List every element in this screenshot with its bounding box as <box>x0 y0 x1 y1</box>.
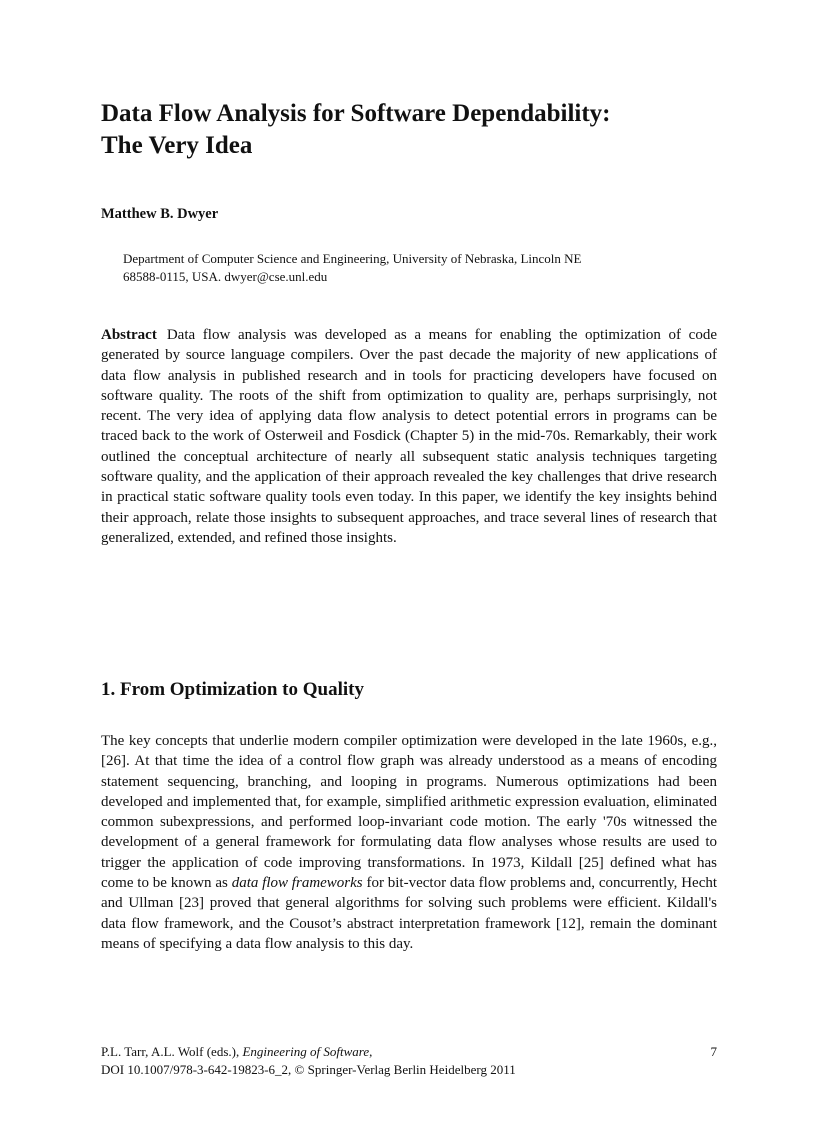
page-number: 7 <box>710 1044 717 1059</box>
section-1-paragraph <box>101 731 717 954</box>
page-footer <box>101 1043 717 1079</box>
footer-book-title: Engineering of Software <box>242 1044 370 1059</box>
abstract-text: Data flow analysis was developed as a means for enabling the optimization of code generated by source language compilers. Over the past decade the majority of new applications of data flow analysis in published research and in tools for practicing developers have focused on software quality. The roots of the shift from optimization to quality are, perhaps surprisingly, not recent. The very idea of applying data flow analysis to detect potential errors in programs can be traced back to the work of Osterweil and Fosdick (Chapter 5) in the mid-70s. Remarkably, their work outlined the conceptual architecture of nearly all subsequent static analysis techniques targeting software quality, and the application of their approach revealed the key challenges that drive research in practical static software quality tools even today. In this paper, we identify the key insights behind their approach, relate those insights to subsequent approaches, and trace several lines of research that generalized, extended, and refined those insights. <box>101 327 717 546</box>
paper-title-line-2: The Very Idea <box>101 132 253 159</box>
emphasized-term: data flow frameworks <box>231 875 363 892</box>
paper-title <box>101 98 741 162</box>
abstract-paragraph <box>101 325 717 548</box>
affiliation-line-2: 68588-0115, USA. dwyer@cse.unl.edu <box>123 269 328 284</box>
section-heading: 1. From Optimization to Quality <box>101 679 364 700</box>
footer-doi-line: DOI 10.1007/978-3-642-19823-6_2, © Springer-Verlag Berlin Heidelberg 2011 <box>101 1062 516 1077</box>
paragraph-text-part-1: The key concepts that underlie modern compiler optimization were developed in the late 1960s, e.g., [26]. At that time the idea of a control flow graph was already understood as a means of encoding statement sequencing, branching, and looping in programs. Numerous optimizations had been developed and implemented that, for example, simplified arithmetic expression evaluation, eliminated common subexpressions, and performed loop-invariant code motion. The early '70s witnessed the development of a general framework for formulating data flow analyses whose results are used to trigger the application of code improving transformations. In 1973, Kildall [25] defined what has come to be known as <box>101 733 717 892</box>
footer-editors-suffix: , <box>369 1044 373 1059</box>
abstract-label: Abstract <box>101 327 157 343</box>
paragraph-text-part-2: for bit-vector data flow problems and, concurrently, Hecht and Ullman [23] proved that general algorithms for solving such problems were efficient. Kildall's data flow framework, and the Cousot’s abstract interpretation framework [12], remain the dominant means of specifying a data flow analysis to this day. <box>101 875 718 952</box>
footer-editors: P.L. Tarr, A.L. Wolf (eds.), <box>101 1044 243 1059</box>
affiliation-line-1: Department of Computer Science and Engineering, University of Nebraska, Lincoln NE <box>123 251 582 266</box>
author-name: Matthew B. Dwyer <box>101 206 219 222</box>
footer-citation-line <box>101 1043 717 1061</box>
paper-title-line-1: Data Flow Analysis for Software Dependability: <box>101 100 611 127</box>
author-affiliation <box>123 250 723 286</box>
